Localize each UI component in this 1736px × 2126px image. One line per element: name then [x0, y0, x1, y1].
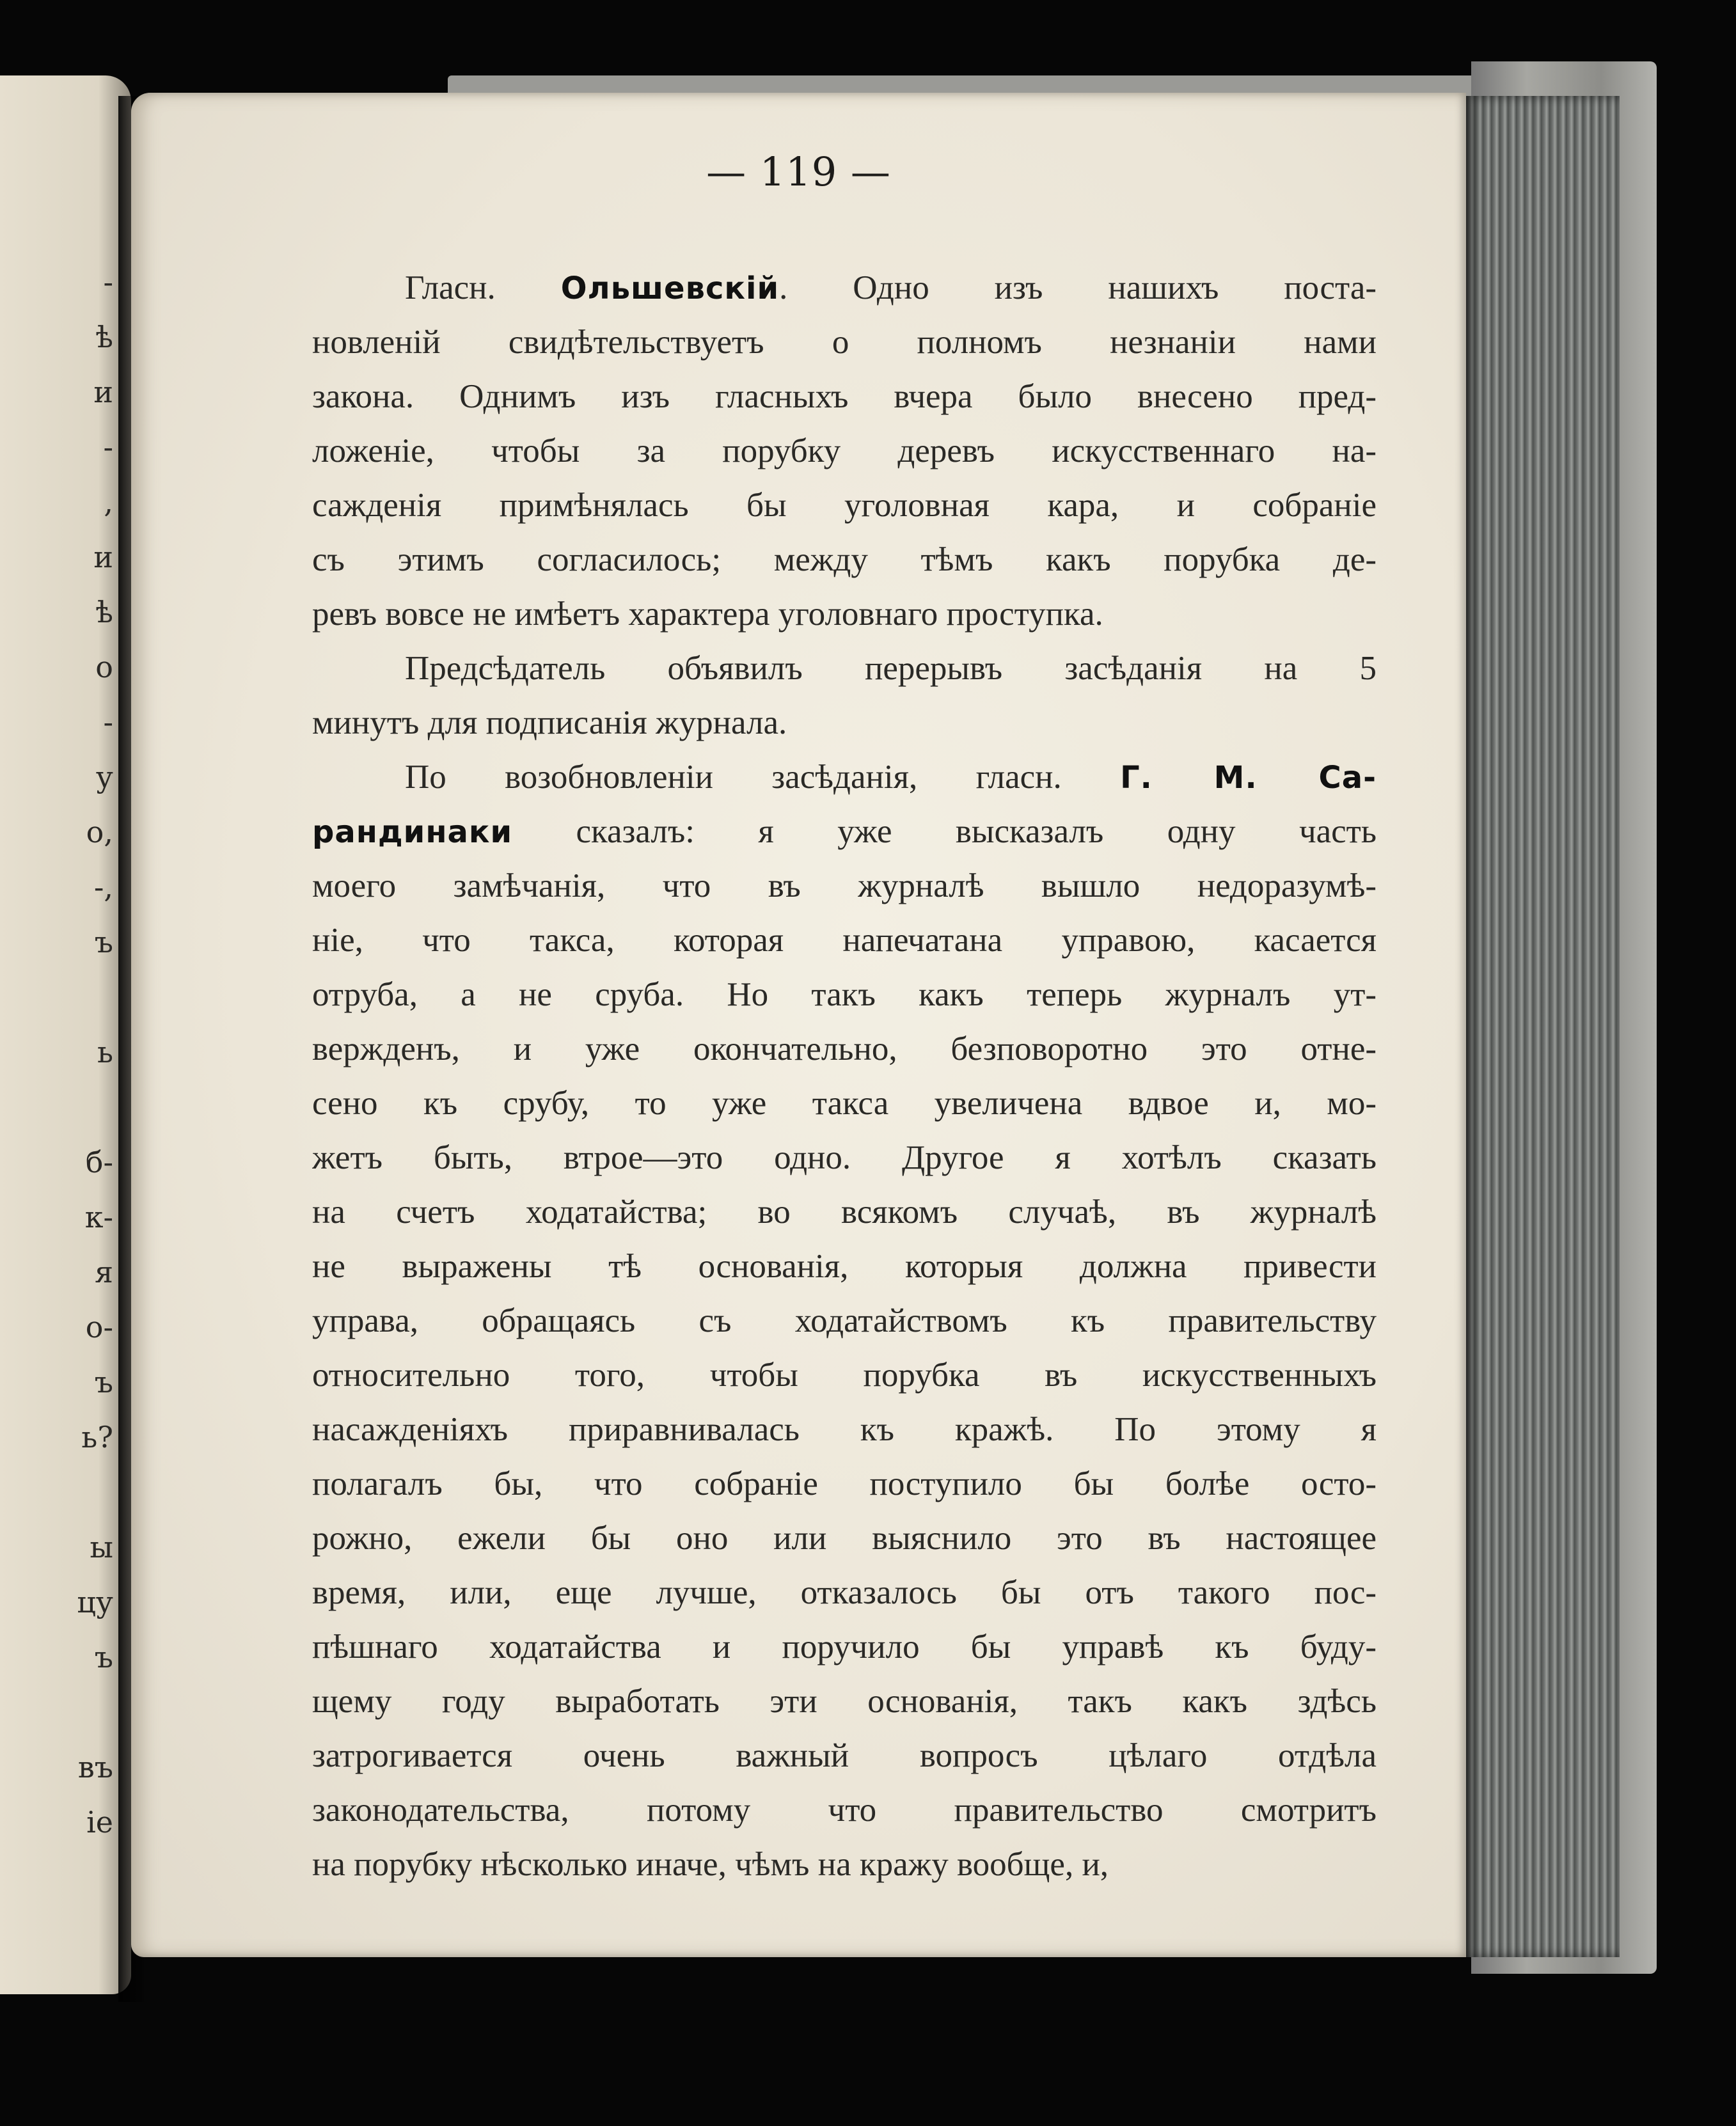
- left-page-fragment: о,: [86, 815, 113, 849]
- text-line: [312, 1783, 1377, 1838]
- left-page-fragment: к-: [84, 1200, 113, 1234]
- text-segment: полагалъ бы, что собраніе поступило бы болѣе осто-: [312, 1465, 1377, 1502]
- text-line: [312, 424, 1377, 478]
- text-segment: вержденъ, и уже окончательно, безповоротно это отне-: [312, 1030, 1377, 1067]
- text-line: [312, 1294, 1377, 1348]
- speaker-name: Г. М. Са-: [1120, 760, 1377, 796]
- page-stack-edge: [1466, 96, 1620, 1957]
- text-line: [312, 533, 1377, 587]
- text-segment: щему году выработать эти основанія, такъ какъ здѣсь: [312, 1683, 1377, 1720]
- text-line: [312, 1511, 1377, 1566]
- left-page-fragment: б-: [85, 1145, 113, 1179]
- text-line: [312, 1240, 1377, 1294]
- text-segment: не выражены тѣ основанія, которыя должна привести: [312, 1248, 1377, 1285]
- left-page-fragment: ,: [104, 485, 113, 519]
- text-segment: ревъ вовсе не имѣетъ характера уголовнаго проступка.: [312, 595, 1103, 633]
- text-line: [312, 968, 1377, 1022]
- left-page-fragment: и: [93, 375, 113, 409]
- text-segment: рожно, ежели бы оно или выяснило это въ настоящее: [312, 1520, 1377, 1557]
- text-line: [312, 1185, 1377, 1240]
- left-page-fragment: [0, 1465, 118, 1520]
- text-line: [312, 913, 1377, 968]
- text-segment: относительно того, чтобы порубка въ искусственныхъ: [312, 1357, 1377, 1394]
- page-number: — 119 —: [706, 148, 891, 195]
- text-segment: Гласн.: [405, 269, 561, 306]
- text-line: [312, 642, 1377, 696]
- text-segment: сено къ срубу, то уже такса увеличена вдвое и, мо-: [312, 1085, 1377, 1122]
- text-segment: Предсѣдатель объявилъ перерывъ засѣданія на 5: [405, 650, 1377, 687]
- left-facing-page: [0, 75, 131, 1994]
- left-page-fragment: -: [103, 430, 113, 464]
- text-line: [312, 1403, 1377, 1457]
- text-line: [312, 370, 1377, 424]
- left-page-fragment: о: [95, 650, 113, 684]
- text-segment: . Одно изъ нашихъ поста-: [779, 269, 1377, 306]
- text-line: [312, 1620, 1377, 1674]
- text-segment: насажденіяхъ приравнивалась къ кражѣ. По этому я: [312, 1411, 1377, 1448]
- speaker-name: рандинаки: [312, 814, 513, 850]
- left-page-fragment: [0, 1685, 118, 1740]
- left-page-fragment: въ: [77, 1750, 113, 1784]
- text-line: [312, 1838, 1377, 1892]
- text-segment: отруба, а не сруба. Но такъ какъ теперь журналъ ут-: [312, 976, 1377, 1013]
- text-segment: на счетъ ходатайства; во всякомъ случаѣ, въ журналѣ: [312, 1193, 1377, 1231]
- text-segment: время, или, еще лучше, отказалось бы отъ такого пос-: [312, 1574, 1377, 1611]
- text-segment: моего замѣчанія, что въ журналѣ вышло недоразумѣ-: [312, 867, 1377, 904]
- left-page-fragment: ы: [90, 1530, 113, 1564]
- left-page-text-fragments: [0, 255, 118, 1850]
- left-page-fragment: -,: [93, 870, 113, 904]
- text-segment: ніе, что такса, которая напечатана управою, касается: [312, 922, 1377, 959]
- text-segment: минутъ для подписанія журнала.: [312, 704, 787, 741]
- text-line: [312, 1674, 1377, 1729]
- left-page-fragment: ѣ: [95, 320, 113, 354]
- text-segment: сказалъ: я уже высказалъ одну часть: [512, 813, 1377, 850]
- left-page-fragment: [0, 1080, 118, 1135]
- left-page-fragment: ь?: [81, 1420, 113, 1454]
- left-page-fragment: -: [103, 705, 113, 739]
- text-segment: управа, обращаясь съ ходатайствомъ къ правительству: [312, 1302, 1377, 1339]
- text-line: [312, 1729, 1377, 1783]
- left-page-fragment: ъ: [94, 1640, 113, 1674]
- text-line: [312, 1076, 1377, 1131]
- left-page-fragment: ъ: [94, 1365, 113, 1399]
- text-line: [312, 315, 1377, 370]
- left-page-fragment: -: [103, 265, 113, 299]
- left-page-fragment: ъ: [94, 925, 113, 959]
- text-segment: пѣшнаго ходатайства и поручило бы управѣ къ буду-: [312, 1628, 1377, 1665]
- text-segment: новленій свидѣтельствуетъ о полномъ незнаніи нами: [312, 324, 1377, 361]
- left-page-fragment: о-: [85, 1310, 113, 1344]
- text-segment: на порубку нѣсколько иначе, чѣмъ на кражу вообще, и,: [312, 1846, 1109, 1883]
- text-line: [312, 696, 1377, 750]
- text-line: [312, 587, 1377, 642]
- left-page-fragment: [0, 970, 118, 1025]
- text-segment: жетъ быть, втрое—это одно. Другое я хотѣлъ сказать: [312, 1139, 1377, 1176]
- text-line: [312, 1348, 1377, 1403]
- text-line: [312, 1457, 1377, 1511]
- left-page-fragment: и: [93, 540, 113, 574]
- text-line: [312, 478, 1377, 533]
- text-line: [312, 1131, 1377, 1185]
- text-segment: ложеніе, чтобы за порубку деревъ искусственнаго на-: [312, 432, 1377, 469]
- text-line: [312, 750, 1377, 805]
- text-segment: законодательства, потому что правительство смотритъ: [312, 1791, 1377, 1829]
- text-line: [312, 261, 1377, 315]
- text-line: [312, 859, 1377, 913]
- left-page-fragment: я: [94, 1255, 113, 1289]
- left-page-fragment: цу: [77, 1585, 113, 1619]
- text-segment: съ этимъ согласилось; между тѣмъ какъ порубка де-: [312, 541, 1377, 578]
- text-segment: затрогивается очень важный вопросъ цѣлаго отдѣла: [312, 1737, 1377, 1774]
- text-segment: закона. Однимъ изъ гласныхъ вчера было внесено пред-: [312, 378, 1377, 415]
- speaker-name: Ольшевскій: [560, 271, 780, 306]
- text-line: [312, 805, 1377, 859]
- text-line: [312, 1022, 1377, 1076]
- text-line: [312, 1566, 1377, 1620]
- text-segment: По возобновленіи засѣданія, гласн.: [405, 759, 1121, 796]
- left-page-fragment: іе: [86, 1805, 113, 1839]
- page-body-text: [312, 261, 1377, 1892]
- left-page-fragment: у: [95, 760, 113, 794]
- left-page-fragment: ь: [97, 1035, 113, 1069]
- text-segment: сажденія примѣнялась бы уголовная кара, и собраніе: [312, 487, 1377, 524]
- left-page-fragment: ѣ: [95, 595, 113, 629]
